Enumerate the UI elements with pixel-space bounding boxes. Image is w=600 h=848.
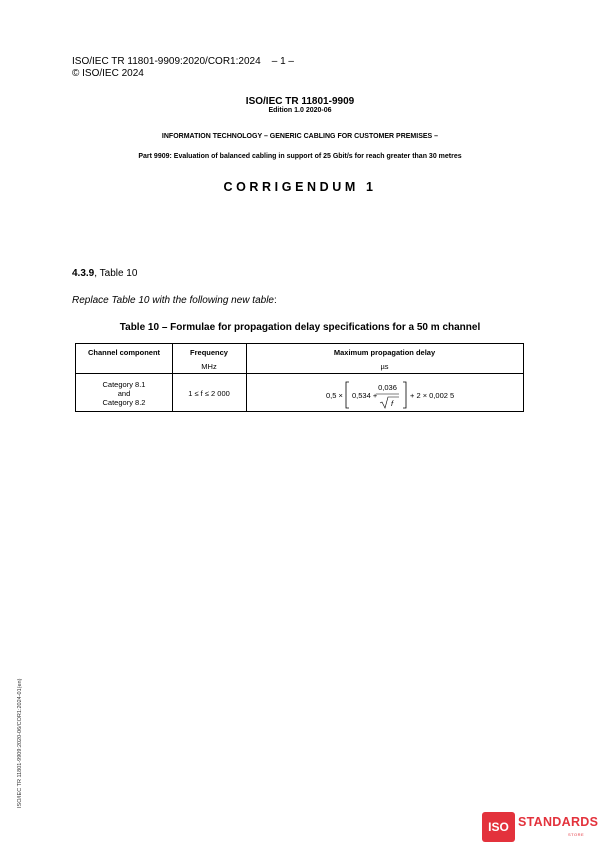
component-line-3: Category 8.2 — [102, 398, 146, 407]
corrigendum-title: CORRIGENDUM 1 — [223, 180, 377, 194]
sidebar-reference: ISO/IEC TR 11801-9909:2020-06/COR1:2024-01(en) — [17, 678, 23, 808]
component-line-2: and — [117, 389, 131, 398]
frequency-range: 1 ≤ f ≤ 2 000 — [188, 389, 230, 398]
formula-constant: 0,534 + — [352, 391, 378, 400]
logo-text: STANDARDS — [518, 815, 599, 829]
document-part: Part 9909: Evaluation of balanced cabling in support of 25 Gbit/s for reach greater than 30 metres — [138, 153, 462, 160]
iso-standards-logo — [482, 812, 599, 842]
clause-rest: , Table 10 — [94, 268, 138, 279]
formula-factor: 0,5 × — [326, 391, 343, 400]
document-title: ISO/IEC TR 11801-9909 — [245, 96, 355, 107]
logo-subtext: STORE — [568, 832, 585, 837]
clause-reference — [72, 268, 137, 279]
edition-label: Edition 1.0 2020-06 — [268, 107, 332, 114]
unit-delay: µs — [380, 362, 389, 371]
instruction-suffix: : — [273, 295, 277, 306]
delay-formula — [246, 374, 523, 412]
clause-number: 4.3.9 — [72, 268, 95, 279]
table-caption: Table 10 – Formulae for propagation delay specifications for a 50 m channel — [119, 322, 481, 333]
instruction-prefix: Replace Table 10 with the following new table — [72, 295, 274, 306]
right-bracket — [403, 382, 406, 408]
header-copyright: © ISO/IEC 2024 — [72, 68, 144, 79]
formula-tail: + 2 × 0,002 5 — [410, 391, 455, 400]
formula-variable: f — [391, 399, 394, 408]
component-line-1: Category 8.1 — [102, 380, 146, 389]
instruction-text — [72, 295, 277, 306]
iso-badge: ISO — [482, 812, 515, 842]
left-bracket — [346, 382, 349, 408]
formula-numerator: 0,036 — [378, 383, 397, 392]
sqrt-sign — [380, 397, 399, 408]
document-heading: INFORMATION TECHNOLOGY – GENERIC CABLING FOR CUSTOMER PREMISES – — [161, 133, 439, 140]
header-channel-component: Channel component — [87, 348, 161, 357]
header-max-delay: Maximum propagation delay — [333, 348, 436, 357]
propagation-delay-table — [75, 343, 524, 412]
unit-frequency: MHz — [201, 362, 217, 371]
header-reference: ISO/IEC TR 11801-9909:2020/COR1:2024 – 1 – — [72, 56, 294, 67]
component-value — [76, 380, 172, 407]
header-frequency: Frequency — [190, 348, 228, 357]
